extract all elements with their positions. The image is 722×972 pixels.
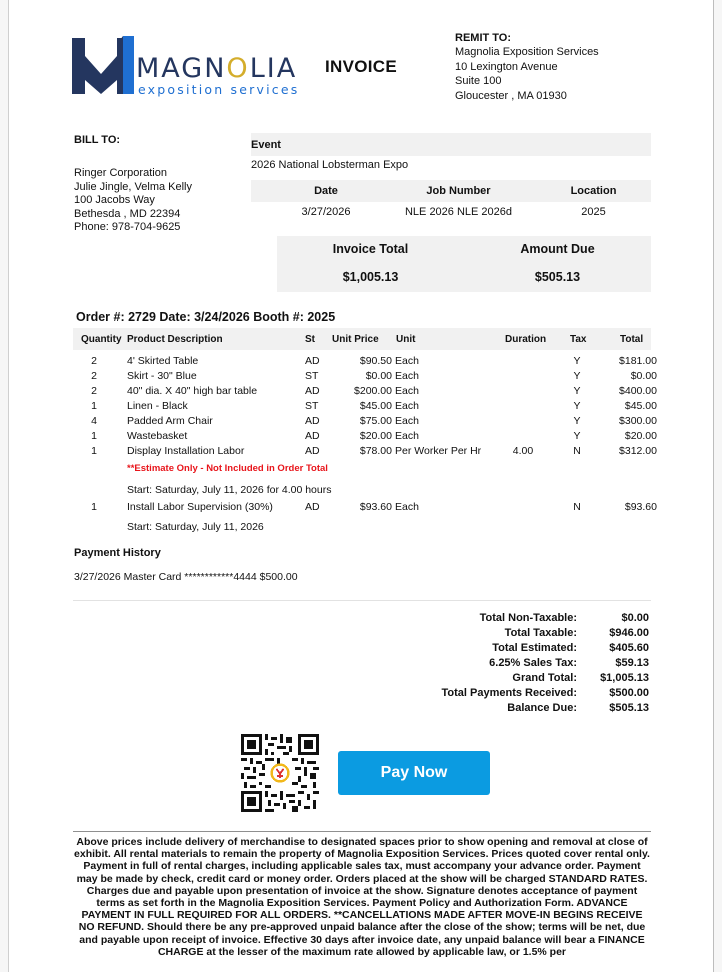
summary-value: $0.00 xyxy=(621,612,649,624)
invoice-total-value: $1,005.13 xyxy=(342,270,399,284)
pay-now-button[interactable]: Pay Now xyxy=(338,751,490,795)
item-tax: Y xyxy=(573,370,581,382)
summary-label: Total Estimated: xyxy=(492,642,577,654)
labor-start-row xyxy=(73,484,651,499)
item-total: $20.00 xyxy=(624,430,657,442)
item-desc: Display Installation Labor xyxy=(127,445,245,457)
item-unit: Each xyxy=(395,400,419,412)
divider xyxy=(73,600,651,601)
invoice-page xyxy=(8,0,714,972)
summary-value: $1,005.13 xyxy=(600,672,649,684)
bill-to-line: 100 Jacobs Way xyxy=(74,194,155,207)
amount-due-value: $505.13 xyxy=(534,270,581,284)
item-qty: 1 xyxy=(91,501,97,513)
item-tax: Y xyxy=(573,385,581,397)
amount-due-col xyxy=(464,236,651,284)
summary-label: Total Non-Taxable: xyxy=(479,612,577,624)
event-date: 3/27/2026 xyxy=(301,206,351,218)
item-price: $78.00 xyxy=(359,445,392,457)
event-info-header xyxy=(251,180,651,202)
order-info: Order #: 2729 Date: 3/24/2026 Booth #: 2025 xyxy=(76,310,336,324)
table-row xyxy=(73,501,657,516)
remit-line: Gloucester , MA 01930 xyxy=(455,89,567,102)
summary-value: $505.13 xyxy=(609,702,649,714)
items-table-header xyxy=(73,328,651,350)
summary-row xyxy=(429,642,651,657)
item-desc: Linen - Black xyxy=(127,400,188,412)
item-qty: 1 xyxy=(91,445,97,457)
item-unit: Each xyxy=(395,501,419,513)
labor-start-note: Start: Saturday, July 11, 2026 for 4.00 hours xyxy=(127,484,332,496)
col-st: St xyxy=(305,334,315,345)
summary-label: Total Taxable: xyxy=(504,627,577,639)
supervision-start-row xyxy=(73,521,651,536)
summary-row xyxy=(429,657,651,672)
item-unit: Each xyxy=(395,385,419,397)
item-qty: 1 xyxy=(91,400,97,412)
logo-wordmark: MAGNOLIA xyxy=(136,53,298,84)
page-title: INVOICE xyxy=(325,57,398,76)
summary-value: $405.60 xyxy=(609,642,649,654)
supervision-start-note: Start: Saturday, July 11, 2026 xyxy=(127,521,264,533)
location-header: Location xyxy=(570,185,617,197)
item-tax: N xyxy=(573,501,581,513)
col-tax: Tax xyxy=(570,334,587,345)
remit-to-block xyxy=(455,31,599,103)
item-st: AD xyxy=(305,385,320,397)
payment-qr-code[interactable] xyxy=(241,734,319,812)
table-row xyxy=(73,400,657,415)
table-row xyxy=(73,445,657,460)
summary-row xyxy=(429,627,651,642)
item-price: $200.00 xyxy=(354,385,392,397)
job-number: NLE 2026 NLE 2026d xyxy=(404,206,513,218)
company-logo xyxy=(72,36,302,96)
bill-to-line: Julie Jingle, Velma Kelly xyxy=(74,180,193,193)
item-desc: Padded Arm Chair xyxy=(127,415,213,427)
summary-row xyxy=(429,612,651,627)
col-description: Product Description xyxy=(127,334,223,345)
item-qty: 2 xyxy=(91,370,97,382)
item-total: $0.00 xyxy=(630,370,657,382)
item-st: AD xyxy=(305,501,320,513)
logo-tagline: exposition services xyxy=(138,82,300,97)
item-st: AD xyxy=(305,355,320,367)
table-row xyxy=(73,415,657,430)
col-unit-price: Unit Price xyxy=(332,334,379,345)
payment-history-entry: 3/27/2026 Master Card ************4444 $500.00 xyxy=(74,571,298,583)
item-tax: Y xyxy=(573,400,581,412)
summary-value: $946.00 xyxy=(609,627,649,639)
amount-due-label: Amount Due xyxy=(520,242,595,256)
summary-row xyxy=(429,687,651,702)
col-unit: Unit xyxy=(396,334,416,345)
event-name: 2026 National Lobsterman Expo xyxy=(251,159,409,171)
payment-history-label: Payment History xyxy=(74,547,161,559)
item-st: ST xyxy=(305,400,319,412)
event-label: Event xyxy=(251,139,281,151)
item-price: $90.50 xyxy=(359,355,392,367)
item-price: $0.00 xyxy=(365,370,392,382)
item-total: $400.00 xyxy=(619,385,657,397)
item-duration: 4.00 xyxy=(512,445,534,457)
invoice-total-label: Invoice Total xyxy=(332,242,409,256)
qr-code-icon xyxy=(241,734,319,812)
table-row xyxy=(73,355,657,370)
totals-summary-box xyxy=(277,236,651,292)
item-qty: 4 xyxy=(91,415,97,427)
item-tax: Y xyxy=(573,355,581,367)
col-total: Total xyxy=(620,334,644,345)
item-total: $45.00 xyxy=(624,400,657,412)
item-qty: 1 xyxy=(91,430,97,442)
item-qty: 2 xyxy=(91,385,97,397)
item-unit: Each xyxy=(395,355,419,367)
date-header: Date xyxy=(314,185,338,197)
item-total: $181.00 xyxy=(619,355,657,367)
magnolia-m-logo-icon xyxy=(72,36,134,94)
remit-line: 10 Lexington Avenue xyxy=(455,60,558,73)
item-price: $20.00 xyxy=(359,430,392,442)
terms-disclaimer: Above prices include delivery of merchandise to designated spaces prior to show opening and removal at close of exhibit. All rental materials to remain the property of Magnolia Exposition Services. Prices quoted cover rental only. Payment in full of rental charges, including applicable sales tax, must accompany your advance order. Payment may be made by check, credit card or money order. Orders placed at the show will be charged STANDARD RATES. Charges due and payable upon presentation of invoice at the show. Signature denotes acceptance of payment terms as set forth in the Magnolia Exposition Services. Payment Policy and Authorization Form. ADVANCE PAYMENT IN FULL REQUIRED FOR ALL ORDERS. **CANCELLATIONS MADE AFTER MOVE-IN BEGINS RECEIVE NO REFUND. Should there be any pre-approved unpaid balance after the close of the show; terms will be net, due and payable upon receipt of invoice. Effective 30 days after invoice date, any unpaid balance will bear a FINANCE CHARGE at the lesser of the maximum rate allowed by applicable law, or 1.5% per xyxy=(74,836,650,958)
item-total: $312.00 xyxy=(619,445,657,457)
item-price: $75.00 xyxy=(359,415,392,427)
item-desc: Wastebasket xyxy=(127,430,188,442)
invoice-total-col xyxy=(277,236,464,284)
remit-line: Magnolia Exposition Services xyxy=(455,46,599,59)
table-row xyxy=(73,430,657,445)
item-tax: Y xyxy=(573,430,581,442)
item-desc: 40" dia. X 40" high bar table xyxy=(127,385,258,397)
table-row xyxy=(73,370,657,385)
bill-to-block xyxy=(74,167,192,235)
remit-to-label: REMIT TO: xyxy=(455,32,512,44)
item-desc: Install Labor Supervision (30%) xyxy=(127,501,273,513)
item-unit: Each xyxy=(395,430,419,442)
item-desc: Skirt - 30" Blue xyxy=(127,370,197,382)
job-number-header: Job Number xyxy=(426,185,491,197)
bill-to-line: Ringer Corporation xyxy=(74,167,167,179)
event-header xyxy=(251,133,651,156)
summary-value: $59.13 xyxy=(615,657,649,669)
remit-line: Suite 100 xyxy=(455,75,502,88)
item-st: AD xyxy=(305,430,320,442)
summary-label: Balance Due: xyxy=(507,702,577,714)
item-tax: N xyxy=(573,445,581,457)
item-st: AD xyxy=(305,415,320,427)
col-quantity: Quantity xyxy=(81,334,122,345)
estimate-warning: **Estimate Only - Not Included in Order Total xyxy=(127,463,328,474)
estimate-note-row xyxy=(73,463,651,478)
location: 2025 xyxy=(581,206,606,218)
divider xyxy=(73,831,651,832)
summary-label: Grand Total: xyxy=(512,672,577,684)
item-price: $93.60 xyxy=(359,501,392,513)
table-row xyxy=(73,385,657,400)
item-qty: 2 xyxy=(91,355,97,367)
summary-row xyxy=(429,672,651,687)
item-price: $45.00 xyxy=(359,400,392,412)
item-unit: Each xyxy=(395,415,419,427)
item-st: AD xyxy=(305,445,320,457)
bill-to-line: Phone: 978-704-9625 xyxy=(74,221,181,234)
col-duration: Duration xyxy=(505,334,547,345)
item-total: $93.60 xyxy=(624,501,657,513)
item-desc: 4' Skirted Table xyxy=(127,355,199,367)
item-st: ST xyxy=(305,370,319,382)
summary-label: 6.25% Sales Tax: xyxy=(489,657,577,669)
summary-row xyxy=(429,702,651,717)
item-unit: Per Worker Per Hr xyxy=(395,445,482,457)
item-total: $300.00 xyxy=(619,415,657,427)
item-unit: Each xyxy=(395,370,419,382)
summary-value: $500.00 xyxy=(609,687,649,699)
bill-to-line: Bethesda , MD 22394 xyxy=(74,207,181,220)
bill-to-label: BILL TO: xyxy=(74,134,121,146)
item-tax: Y xyxy=(573,415,581,427)
event-info-row xyxy=(251,204,651,222)
summary-label: Total Payments Received: xyxy=(441,687,577,699)
